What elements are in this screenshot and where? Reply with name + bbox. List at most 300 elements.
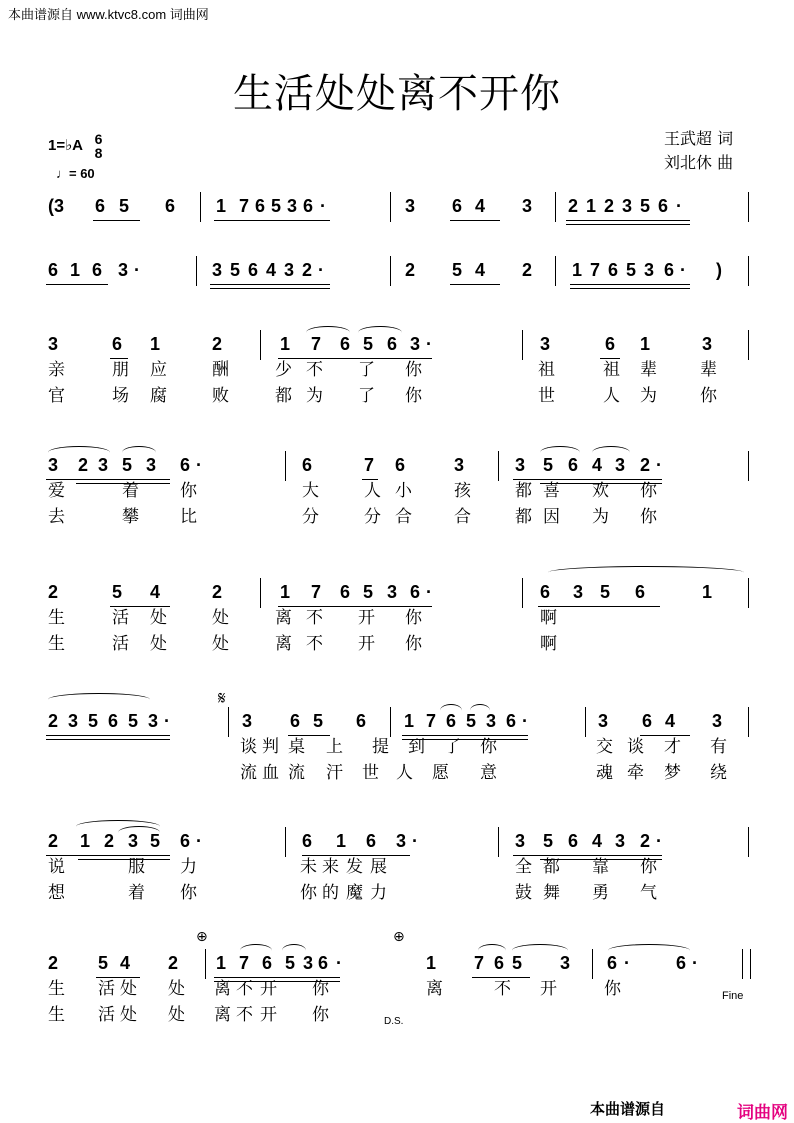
note: 6 [607, 953, 618, 973]
lyric-char: 开 [358, 608, 375, 628]
note: 3 [68, 711, 79, 731]
note: 2 [640, 455, 651, 475]
note: 3 [396, 831, 407, 851]
lyric-char: 来 [322, 857, 339, 877]
note: 5 [128, 711, 139, 731]
barline [498, 827, 499, 857]
beam-line [96, 977, 140, 978]
barline [260, 330, 261, 360]
lyric-char: 意 [480, 763, 497, 783]
note: 3 [242, 711, 253, 731]
slur-arc [512, 944, 568, 957]
lyric-char: 你 [640, 507, 657, 527]
lyric-char: 因 [543, 507, 560, 527]
note: 2 [568, 196, 579, 216]
lyric-char: 血 [262, 763, 279, 783]
lyric-char: 祖 [538, 360, 555, 380]
barline [555, 192, 556, 222]
note: 5 [271, 196, 282, 216]
beam-line [540, 483, 662, 484]
lyric-char: 谈 [240, 737, 257, 757]
note: 5 [640, 196, 651, 216]
note: 4 [665, 711, 676, 731]
beam-line [538, 606, 660, 607]
note: 3 [560, 953, 571, 973]
lyric-char: 服 [128, 857, 145, 877]
lyric-char: 判 [262, 737, 279, 757]
lyric-char: 你 [480, 737, 497, 757]
note: 6 [302, 455, 313, 475]
note: 1 [80, 831, 91, 851]
note: 5 [230, 260, 241, 280]
note: 5 [600, 582, 611, 602]
note: 7 [364, 455, 375, 475]
note: 2 [104, 831, 115, 851]
composer-credit: 刘北休 曲 [664, 153, 734, 172]
barline [285, 827, 286, 857]
beam-line [566, 224, 690, 225]
lyric-char: 攀 [122, 507, 139, 527]
note: 3 [702, 334, 713, 354]
note: 3 [212, 260, 223, 280]
barline [498, 451, 499, 481]
note: 5 [122, 455, 133, 475]
lyric-char: 你 [180, 481, 197, 501]
lyric-char: 活 [98, 1005, 115, 1025]
note: 3 [287, 196, 298, 216]
note: 6 [664, 260, 675, 280]
note: (3 [48, 196, 65, 216]
lyric-char: 去 [48, 507, 65, 527]
lyric-char: 生 [48, 979, 65, 999]
note: 2 [48, 953, 59, 973]
beam-line [600, 358, 620, 359]
lyric-char: 应 [150, 360, 167, 380]
lyric-char: 大 [302, 481, 319, 501]
note: 7 [426, 711, 437, 731]
note: 5 [543, 831, 554, 851]
lyric-char: 魂 [596, 763, 613, 783]
note: 4 [592, 831, 603, 851]
lyric-char: 气 [640, 883, 657, 903]
note: 6 [262, 953, 273, 973]
beam-line [402, 739, 528, 740]
barline [205, 949, 206, 979]
lyric-char: 都 [515, 507, 532, 527]
note: 5 [313, 711, 324, 731]
lyric-char: 舞 [543, 883, 560, 903]
lyric-char: 酬 [212, 360, 229, 380]
note: · [196, 455, 202, 475]
note: 5 [150, 831, 161, 851]
lyric-char: 处 [120, 1005, 137, 1025]
lyric-char: 生 [48, 608, 65, 628]
lyric-char: 开 [260, 1005, 277, 1025]
note: 1 [150, 334, 161, 354]
note: 5 [112, 582, 123, 602]
lyric-char: 你 [300, 883, 317, 903]
lyric-char: 人 [603, 386, 620, 406]
lyric-char: 你 [405, 360, 422, 380]
note: · [656, 455, 662, 475]
lyric-char: 开 [358, 634, 375, 654]
beam-line [566, 220, 690, 221]
note: 3 [712, 711, 723, 731]
fine-marking: Fine [722, 990, 744, 1002]
slur-arc [122, 446, 156, 459]
note: 2 [522, 260, 533, 280]
lyric-char: 不 [306, 634, 323, 654]
lyric-char: 生 [48, 634, 65, 654]
note: 3 [615, 831, 626, 851]
lyric-char: 着 [122, 481, 139, 501]
note: 1 [280, 582, 291, 602]
lyric-char: 离 [214, 979, 231, 999]
note: · [318, 260, 324, 280]
lyric-char: 不 [236, 979, 253, 999]
lyric-char: 你 [405, 608, 422, 628]
lyric-char: 活 [98, 979, 115, 999]
lyric-char: 靠 [592, 857, 609, 877]
lyric-char: 合 [454, 507, 471, 527]
beam-line [450, 284, 500, 285]
note: 6 [635, 582, 646, 602]
slur-arc [540, 446, 580, 459]
lyric-char: 为 [306, 386, 323, 406]
beam-line [46, 739, 170, 740]
note: 6 [568, 455, 579, 475]
tempo-value: = 60 [69, 166, 95, 181]
note: 2 [302, 260, 313, 280]
lyric-char: 世 [362, 763, 379, 783]
lyric-char: 不 [236, 1005, 253, 1025]
note: 6 [540, 582, 551, 602]
note: 3 [515, 831, 526, 851]
note: 6 [676, 953, 687, 973]
note: 3 [515, 455, 526, 475]
lyric-char: 少 [275, 360, 292, 380]
note: · [412, 831, 418, 851]
barline [228, 707, 229, 737]
note: 2 [604, 196, 615, 216]
lyric-char: 了 [358, 360, 375, 380]
beam-line [93, 220, 140, 221]
lyric-char: 力 [370, 883, 387, 903]
barline [390, 192, 391, 222]
slur-arc [282, 944, 306, 957]
lyric-char: 败 [212, 386, 229, 406]
lyric-char: 你 [312, 979, 329, 999]
lyric-char: 为 [640, 386, 657, 406]
beam-line [46, 479, 170, 480]
note: 3 [98, 455, 109, 475]
tempo-marking [56, 166, 95, 181]
note: 6 [302, 831, 313, 851]
lyric-char: 朋 [112, 360, 129, 380]
lyric-char: 勇 [592, 883, 609, 903]
slur-arc [240, 944, 272, 957]
note: 7 [239, 196, 250, 216]
note: 1 [216, 953, 227, 973]
beam-line [110, 606, 170, 607]
lyric-char: 生 [48, 1005, 65, 1025]
lyric-char: 你 [405, 386, 422, 406]
note: 4 [592, 455, 603, 475]
lyric-char: 辈 [700, 360, 717, 380]
footer-source: 本曲谱源自 [590, 1100, 666, 1118]
beam-line [570, 288, 690, 289]
lyric-char: 分 [302, 507, 319, 527]
note: · [426, 582, 432, 602]
lyric-char: 上 [326, 737, 343, 757]
note: 1 [426, 953, 437, 973]
note: 4 [266, 260, 277, 280]
site-header: 本曲谱源自 www.ktvc8.com 词曲网 [8, 7, 209, 22]
note: 2 [168, 953, 179, 973]
note: · [522, 711, 528, 731]
note: 6 [318, 953, 329, 973]
slur-arc [358, 326, 402, 339]
barline [750, 949, 751, 979]
note: 5 [466, 711, 477, 731]
lyric-char: 桌 [288, 737, 305, 757]
lyric-char: 有 [710, 737, 727, 757]
barline [592, 949, 593, 979]
note: 3 [303, 953, 314, 973]
barline [260, 578, 261, 608]
lyric-char: 开 [260, 979, 277, 999]
note: 4 [120, 953, 131, 973]
note: 3 [540, 334, 551, 354]
lyric-char: 比 [180, 507, 197, 527]
barline [748, 330, 749, 360]
note: 2 [405, 260, 416, 280]
key-signature [48, 132, 102, 160]
lyric-char: 的 [322, 883, 339, 903]
lyric-char: 亲 [48, 360, 65, 380]
beam-line [46, 284, 108, 285]
note: 2 [78, 455, 89, 475]
barline [390, 256, 391, 286]
lyric-char: 都 [515, 481, 532, 501]
lyric-char: 祖 [603, 360, 620, 380]
note: 6 [303, 196, 314, 216]
note: 5 [363, 582, 374, 602]
note: 3 [128, 831, 139, 851]
note: 6 [92, 260, 103, 280]
note: · [426, 334, 432, 354]
barline [748, 707, 749, 737]
lyric-char: 离 [214, 1005, 231, 1025]
barline [200, 192, 201, 222]
note: 5 [98, 953, 109, 973]
coda-icon: ⊕ [196, 928, 208, 944]
note: 3 [522, 196, 533, 216]
lyric-char: 处 [212, 608, 229, 628]
lyric-char: 世 [538, 386, 555, 406]
note: 3 [486, 711, 497, 731]
note: 2 [212, 334, 223, 354]
beam-line [278, 606, 432, 607]
note: 3 [48, 334, 59, 354]
barline [748, 451, 749, 481]
note: ) [716, 260, 722, 280]
lyric-char: 你 [405, 634, 422, 654]
barline [585, 707, 586, 737]
note: 3 [622, 196, 633, 216]
time-numerator: 6 [94, 131, 103, 147]
beam-line [362, 479, 378, 480]
slur-arc [306, 326, 350, 339]
barline [196, 256, 197, 286]
note: 6 [446, 711, 457, 731]
lyric-char: 人 [396, 763, 413, 783]
note: 2 [212, 582, 223, 602]
lyric-char: 不 [306, 360, 323, 380]
slur-arc [440, 704, 462, 717]
lyric-char: 交 [596, 737, 613, 757]
note: 6 [605, 334, 616, 354]
lyric-char: 想 [48, 883, 65, 903]
barline [390, 707, 391, 737]
note: 3 [284, 260, 295, 280]
note: · [196, 831, 202, 851]
note: 1 [586, 196, 597, 216]
segno-icon: 𝄋 [218, 688, 226, 708]
lyric-char: 官 [48, 386, 65, 406]
note: 3 [148, 711, 159, 731]
lyric-char: 谈 [627, 737, 644, 757]
note: 6 [340, 334, 351, 354]
lyric-char: 鼓 [515, 883, 532, 903]
lyric-char: 都 [543, 857, 560, 877]
lyric-char: 展 [370, 857, 387, 877]
note: 6 [395, 455, 406, 475]
note: 3 [410, 334, 421, 354]
note: 3 [118, 260, 129, 280]
lyric-char: 活 [112, 634, 129, 654]
lyric-char: 愿 [432, 763, 449, 783]
lyric-char: 爱 [48, 481, 65, 501]
note: 2 [48, 831, 59, 851]
note: 6 [255, 196, 266, 216]
lyric-char: 小 [395, 481, 412, 501]
beam-line [540, 859, 662, 860]
barline [555, 256, 556, 286]
note: 7 [311, 582, 322, 602]
lyric-char: 不 [306, 608, 323, 628]
note: · [676, 196, 682, 216]
note: 6 [608, 260, 619, 280]
note: 6 [48, 260, 59, 280]
lyric-char: 才 [664, 737, 681, 757]
note: 2 [640, 831, 651, 851]
beam-line [288, 735, 330, 736]
lyric-char: 发 [346, 857, 363, 877]
note: 3 [598, 711, 609, 731]
note: 7 [311, 334, 322, 354]
note: 6 [410, 582, 421, 602]
lyric-char: 离 [275, 634, 292, 654]
note: · [692, 953, 698, 973]
beam-line [402, 735, 528, 736]
lyric-char: 你 [312, 1005, 329, 1025]
lyric-char: 梦 [664, 763, 681, 783]
slur-arc [470, 704, 490, 717]
lyric-char: 离 [275, 608, 292, 628]
note: 5 [512, 953, 523, 973]
lyric-char: 腐 [150, 386, 167, 406]
note: 6 [658, 196, 669, 216]
beam-line [302, 855, 410, 856]
note: 2 [48, 711, 59, 731]
beam-line [640, 735, 690, 736]
note: 1 [336, 831, 347, 851]
ds-marking: D.S. [384, 1016, 404, 1027]
lyric-char: 全 [515, 857, 532, 877]
note: 1 [280, 334, 291, 354]
note: · [320, 196, 326, 216]
note: 3 [573, 582, 584, 602]
note: 1 [572, 260, 583, 280]
beam-line [214, 981, 340, 982]
note: 5 [285, 953, 296, 973]
lyricist-credit: 王武超 词 [664, 129, 734, 148]
lyric-char: 牵 [627, 763, 644, 783]
beam-line [513, 479, 662, 480]
note: 3 [146, 455, 157, 475]
slur-arc [548, 566, 744, 579]
note: · [164, 711, 170, 731]
note: 5 [626, 260, 637, 280]
note: · [134, 260, 140, 280]
lyric-char: 到 [408, 737, 425, 757]
note: 3 [454, 455, 465, 475]
lyric-char: 你 [604, 979, 621, 999]
lyric-char: 欢 [592, 481, 609, 501]
note: 6 [494, 953, 505, 973]
barline [285, 451, 286, 481]
note: 1 [640, 334, 651, 354]
lyric-char: 处 [212, 634, 229, 654]
note: · [624, 953, 630, 973]
lyric-char: 魔 [346, 883, 363, 903]
note: 3 [405, 196, 416, 216]
lyric-char: 了 [358, 386, 375, 406]
note: 1 [702, 582, 713, 602]
lyric-char: 说 [48, 857, 65, 877]
beam-line [46, 735, 170, 736]
note: 7 [474, 953, 485, 973]
lyric-char: 啊 [540, 634, 557, 654]
note: 2 [48, 582, 59, 602]
note: · [680, 260, 686, 280]
lyric-char: 分 [364, 507, 381, 527]
lyric-char: 活 [112, 608, 129, 628]
lyric-char: 处 [150, 608, 167, 628]
lyric-char: 着 [128, 883, 145, 903]
lyric-char: 你 [180, 883, 197, 903]
note: 6 [387, 334, 398, 354]
lyric-char: 不 [494, 979, 511, 999]
lyric-char: 流 [288, 763, 305, 783]
note: 6 [95, 196, 106, 216]
slur-arc [608, 944, 690, 957]
beam-line [450, 220, 500, 221]
note: 1 [216, 196, 227, 216]
beam-line [210, 284, 330, 285]
beam-line [78, 859, 170, 860]
